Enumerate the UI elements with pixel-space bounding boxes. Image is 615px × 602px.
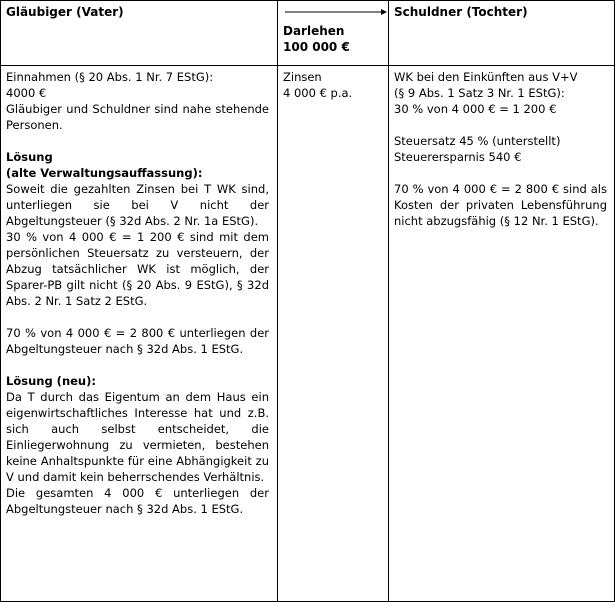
new-solution-p1: Da T durch das Eigentum an dem Haus ein eigenwirtschaftliches Interesse hat und z.B. sich auch selbst entscheidet, die Einliegerwohnung zu vermieten, bestehen keine Anhaltspunkte für eine Abhängigkeit zu V und damit kein beherrschendes Verhältnis. [6,390,269,484]
debtor-p2: (§ 9 Abs. 1 Satz 3 Nr. 1 EStG): 30 % von 4 000 € = 1 200 € [394,86,565,116]
old-solution-p1: Soweit die gezahlten Zinsen bei T WK sind, unterliegen sie bei V nicht der Abgeltungsteuer (§ 32d Abs. 2 Nr. 1a EStG). [6,182,269,228]
debtor-p1: WK bei den Einkünften aus V+V [394,70,578,84]
old-solution-p2: 30 % von 4 000 € = 1 200 € sind mit dem persönlichen Steuersatz zu versteuern, der Abzug tatsächlicher WK ist möglich, der Sparer-PB gilt nicht (§ 20 Abs. 9 EStG), § 32d Abs. 2 Nr. 1 Satz 2 EStG. [6,230,269,308]
header-divider [1,65,614,66]
interest-value: 4 000 € p.a. [283,86,353,100]
old-solution-title: Lösung (alte Verwaltungsauffassung): [6,150,203,180]
debtor-p4: 70 % von 4 000 € = 2 800 € sind als Kosten der privaten Lebensführung nicht abzugsfähig (§ 12 Nr. 1 EStG). [394,182,607,228]
new-solution-title: Lösung (neu): [6,374,96,388]
header-creditor: Gläubiger (Vater) [6,5,124,19]
loan-amount: 100 000 € [283,40,350,54]
old-solution-p3: 70 % von 4 000 € = 2 800 € unterliegen der Abgeltungsteuer nach § 32d Abs. 1 EStG. [6,326,269,356]
creditor-column [6,69,269,517]
column-divider-1 [277,1,278,601]
loan-column [283,69,385,101]
creditor-intro: Einnahmen (§ 20 Abs. 1 Nr. 7 EStG): 4000 € Gläubiger und Schuldner sind nahe stehende Personen. [6,70,269,132]
loan-header [283,23,385,55]
debtor-column [394,69,607,229]
arrow-right-icon [285,9,387,15]
loan-label: Darlehen [283,24,345,38]
header-debtor: Schuldner (Tochter) [394,5,528,19]
debtor-p3: Steuersatz 45 % (unterstellt) Steuerersparnis 540 € [394,134,561,164]
interest-label: Zinsen [283,70,322,84]
column-divider-2 [388,1,389,601]
new-solution-p2: Die gesamten 4 000 € unterliegen der Abgeltungsteuer nach § 32d Abs. 1 EStG. [6,486,269,516]
